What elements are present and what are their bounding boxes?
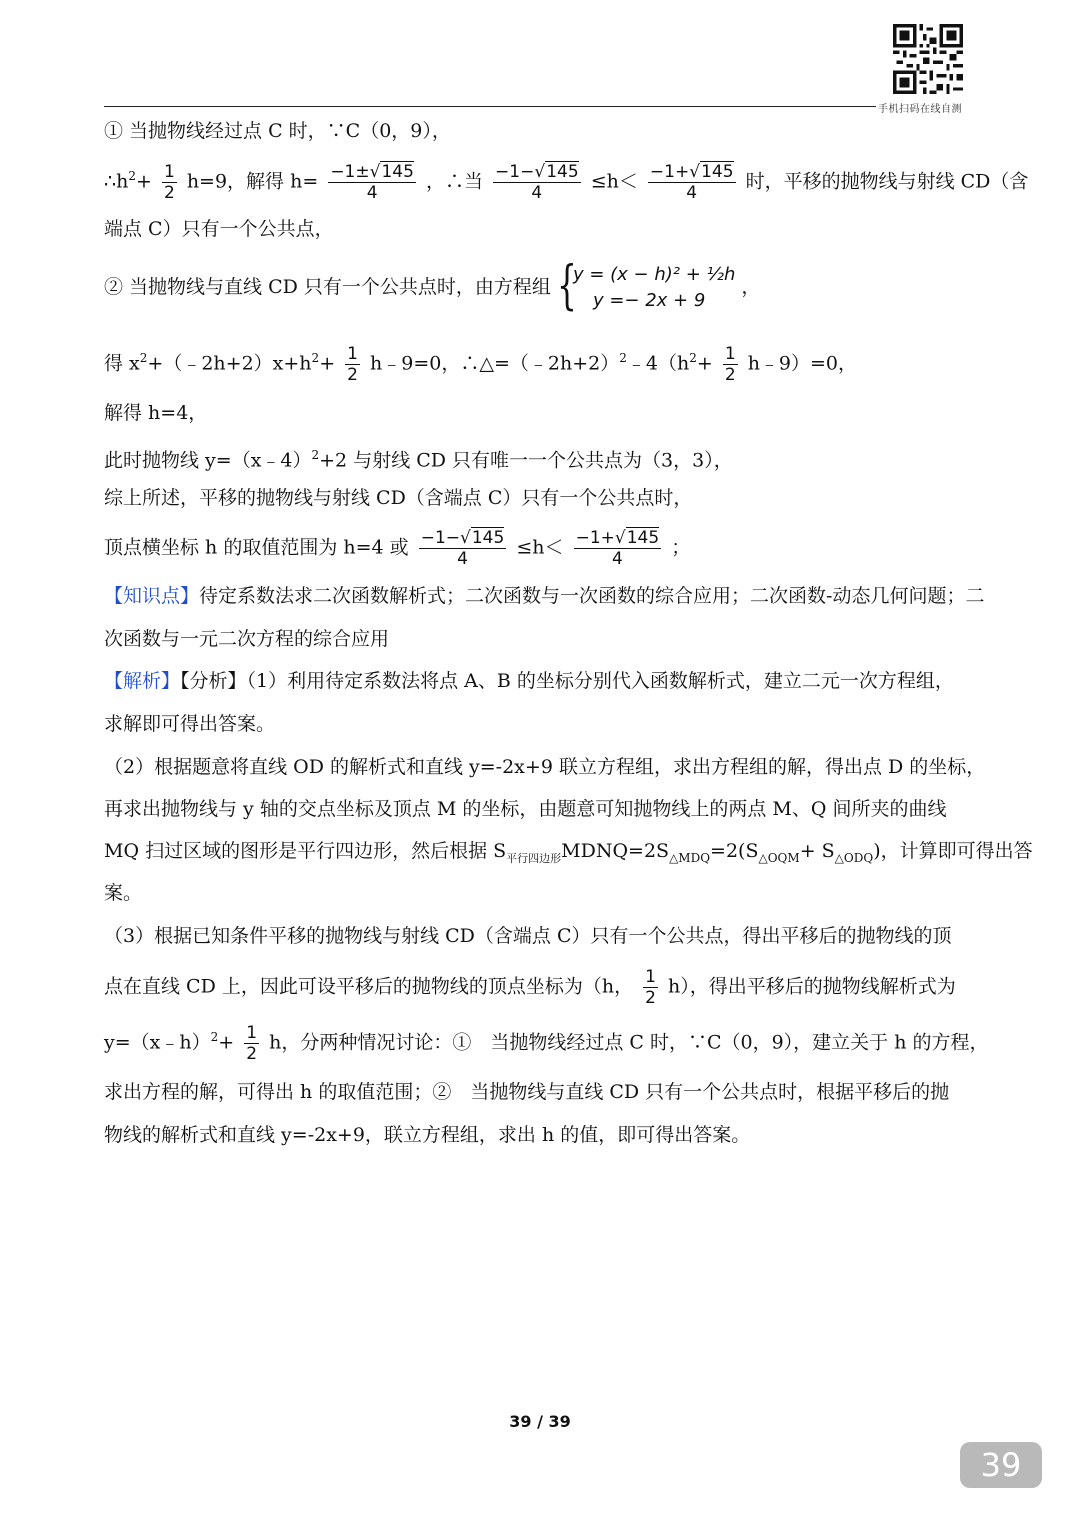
analysis-line-8: 点在直线 CD 上，因此可设平移后的抛物线的顶点坐标为（h， $\frac{1}{2}$ h），得出平移后的抛物线解析式为 bbox=[104, 967, 956, 1008]
qr-caption: 手机扫码在线自测 bbox=[878, 104, 962, 115]
fraction-half: $\frac{1}{2}$ bbox=[347, 344, 358, 385]
analysis-line-2: 求解即可得出答案。 bbox=[104, 713, 276, 735]
analysis-line-9: y=（x﹣h）$^2$+ $\frac{1}{2}$ h，分两种情况讨论：① 当抛物线经过点 C 时，∵C（0，9），建立关于 h 的方程， bbox=[104, 1023, 989, 1064]
fraction-lower-bound: $\frac{-1-√145}{4}$ bbox=[495, 162, 579, 203]
fraction-upper-bound: $\frac{-1+√145}{4}$ bbox=[649, 162, 734, 203]
analysis-line-7: （3）根据已知条件平移的抛物线与射线 CD（含端点 C）只有一个公共点，得出平移后的抛物线的顶 bbox=[104, 925, 952, 947]
solution-line-6: 解得 h=4， bbox=[104, 402, 208, 424]
qr-code-icon bbox=[893, 24, 963, 94]
analysis-tag: 【解析】 bbox=[104, 670, 181, 692]
solution-line-4: ② 当抛物线与直线 CD 只有一个公共点时，由方程组 { y = (x − h)² + ½h y =− 2x + 9 ， bbox=[104, 256, 761, 316]
solution-line-5: 得 $x^2+(﹣2h+2)x+h^2+$ $\frac{1}{2}$ h﹣9=0，$\therefore\triangle=(﹣2h+2)^2﹣4(h^2+$ $\frac{1}{2}$ h﹣9）=0， bbox=[104, 344, 858, 385]
fraction-half: $\frac{1}{2}$ bbox=[246, 1023, 258, 1064]
solution-line-2: $\therefore h^2+$ $\frac{1}{2}$ h=9，解得 h= $\frac{-1\pm√145}{4}$ ，∴当 $\frac{-1-√145}{4}$ ≤h＜ $\frac{-1+√145}{4}$ 时，平移的抛物线与射线 CD（含 bbox=[104, 162, 1029, 203]
page-badge: 39 bbox=[960, 1442, 1042, 1488]
knowledge-line-2: 次函数与一元二次方程的综合应用 bbox=[104, 628, 390, 650]
solution-line-8: 综上所述，平移的抛物线与射线 CD（含端点 C）只有一个公共点时， bbox=[104, 487, 693, 509]
solution-line-1: ① 当抛物线经过点 C 时，∵C（0，9）， bbox=[104, 120, 451, 142]
analysis-line-3: （2）根据题意将直线 OD 的解析式和直线 y=-2x+9 联立方程组，求出方程组的解，得出点 D 的坐标， bbox=[104, 756, 986, 778]
analysis-line-6: 案。 bbox=[104, 882, 143, 904]
knowledge-tag: 【知识点】 bbox=[104, 585, 200, 607]
analysis-line-11: 物线的解析式和直线 y=-2x+9，联立方程组，求出 h 的值，即可得出答案。 bbox=[104, 1124, 751, 1146]
fraction-half: $\frac{1}{2}$ bbox=[645, 967, 656, 1008]
analysis-line-4: 再求出抛物线与 y 轴的交点坐标及顶点 M 的坐标，由题意可知抛物线上的两点 M、Q 间所夹的曲线 bbox=[104, 798, 947, 820]
knowledge-line-1: 【知识点】待定系数法求二次函数解析式；二次函数与一次函数的综合应用；二次函数-动态几何问题；二 bbox=[104, 585, 985, 607]
solution-line-9: 顶点横坐标 h 的取值范围为 h=4 或 $\frac{-1-√145}{4}$ ≤h＜ $\frac{-1+√145}{4}$ ； bbox=[104, 528, 691, 569]
fraction-half: $\frac{1}{2}$ bbox=[163, 162, 175, 203]
equation-system: { y = (x − h)² + ½h y =− 2x + 9 bbox=[556, 256, 736, 316]
solution-line-3: 端点 C）只有一个公共点， bbox=[104, 218, 334, 240]
fraction-upper-bound: $\frac{-1+√145}{4}$ bbox=[575, 528, 660, 569]
left-brace-icon: { bbox=[556, 256, 577, 316]
fraction-half: $\frac{1}{2}$ bbox=[724, 344, 736, 385]
fraction-roots: $\frac{-1\pm√145}{4}$ bbox=[330, 162, 414, 203]
analysis-line-5: MQ 扫过区域的图形是平行四边形，然后根据 $S_{平行四边形}MDNQ=2S_{\triangle MDQ}=2(S_{\triangle OQM}+ S_{\triangle ODQ})$，计算即可得出答 bbox=[104, 840, 1033, 865]
fraction-lower-bound: $\frac{-1-√145}{4}$ bbox=[420, 528, 505, 569]
header-divider bbox=[104, 106, 876, 107]
solution-line-7: 此时抛物线 y=（x﹣4）$^2$+2 与射线 CD 只有唯一一个公共点为（3，3）， bbox=[104, 448, 733, 472]
analysis-line-1: 【解析】【分析】（1）利用待定系数法将点 A、B 的坐标分别代入函数解析式，建立二元一次方程组， bbox=[104, 670, 954, 692]
analysis-line-10: 求出方程的解，可得出 h 的取值范围；② 当抛物线与直线 CD 只有一个公共点时，根据平移后的抛 bbox=[104, 1081, 950, 1103]
page-number: 39 / 39 bbox=[509, 1412, 571, 1431]
